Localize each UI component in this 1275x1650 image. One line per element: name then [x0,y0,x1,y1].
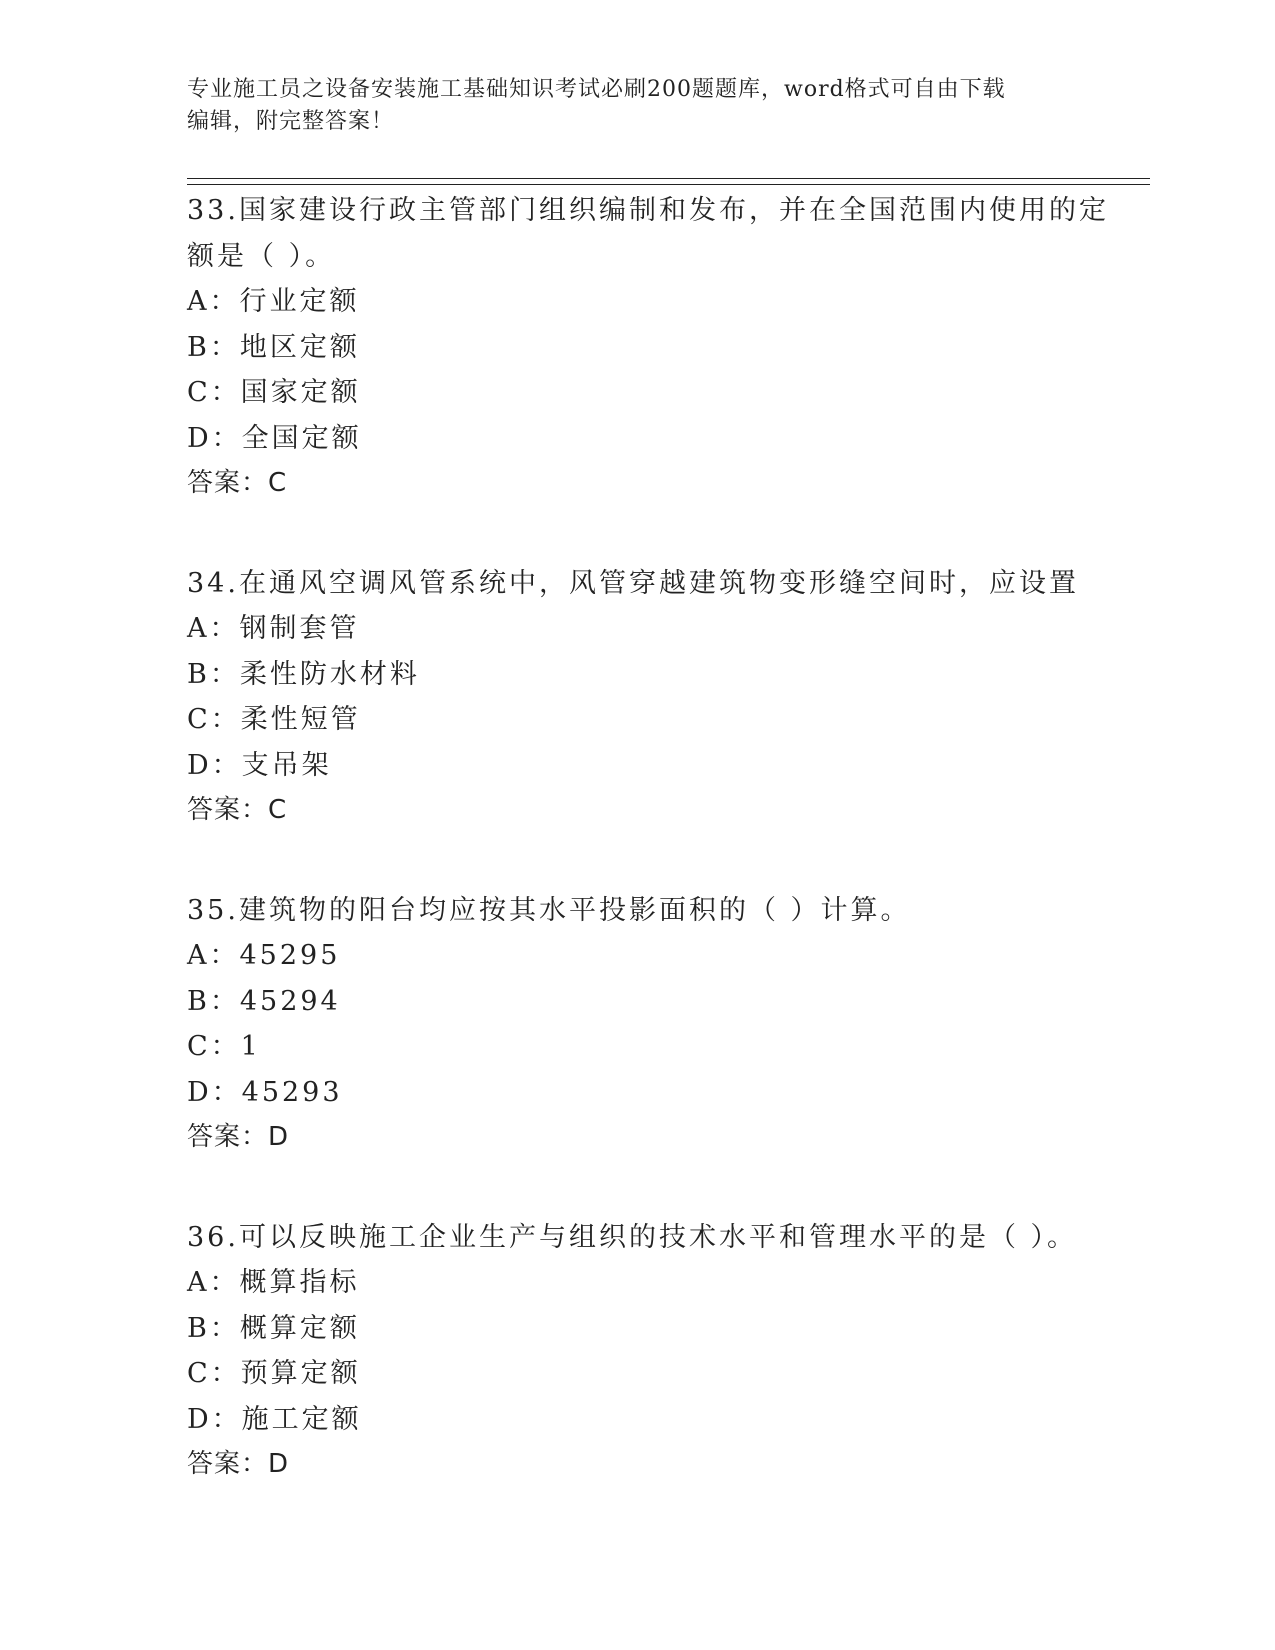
answer: 答案：D [187,1122,290,1152]
question-stem-line: 35.建筑物的阳台均应按其水平投影面积的（ ）计算。 [187,894,911,926]
header-line-1: 专业施工员之设备安装施工基础知识考试必刷200题题库，word格式可自由下载 [187,77,1006,102]
question-stem-line: 额是（ ）。 [187,240,336,272]
option-d: D：支吊架 [187,749,332,781]
question-stem [187,888,1087,934]
option-a: A：钢制套管 [187,613,360,644]
question-stem-line: 33.国家建设行政主管部门组织编制和发布，并在全国范围内使用的定 [187,195,1109,226]
header-divider-bottom [187,184,1150,185]
option-a: A：行业定额 [187,286,360,317]
option-d: D：全国定额 [187,422,362,454]
option-b: B：地区定额 [187,331,360,363]
option-b: B：概算定额 [187,1312,360,1344]
question-stem-line: 34.在通风空调风管系统中，风管穿越建筑物变形缝空间时，应设置 [187,567,1079,599]
question-35 [187,888,1087,1161]
header-divider-top [187,178,1150,179]
document-header [187,74,1067,138]
header-line-2: 编辑，附完整答案！ [187,109,395,134]
question-stem [187,561,1087,607]
question-34 [187,561,1087,834]
option-c: C：预算定额 [187,1358,361,1389]
answer: 答案：C [187,795,288,825]
question-33 [187,188,1109,507]
question-stem [187,1215,1087,1261]
question-list [187,188,1109,1488]
answer: 答案：D [187,1449,290,1479]
option-a: A：45295 [187,940,341,971]
option-d: D：45293 [187,1076,343,1108]
option-a: A：概算指标 [187,1267,360,1298]
option-b: B：柔性防水材料 [187,658,420,690]
answer: 答案：C [187,468,288,498]
option-c: C：国家定额 [187,377,361,408]
option-c: C：柔性短管 [187,704,361,735]
option-b: B：45294 [187,985,341,1017]
question-stem-line: 36.可以反映施工企业生产与组织的技术水平和管理水平的是（ ）。 [187,1221,1078,1253]
question-stem [187,188,1109,279]
question-36 [187,1215,1087,1488]
option-d: D：施工定额 [187,1403,362,1435]
option-c: C：1 [187,1031,261,1062]
